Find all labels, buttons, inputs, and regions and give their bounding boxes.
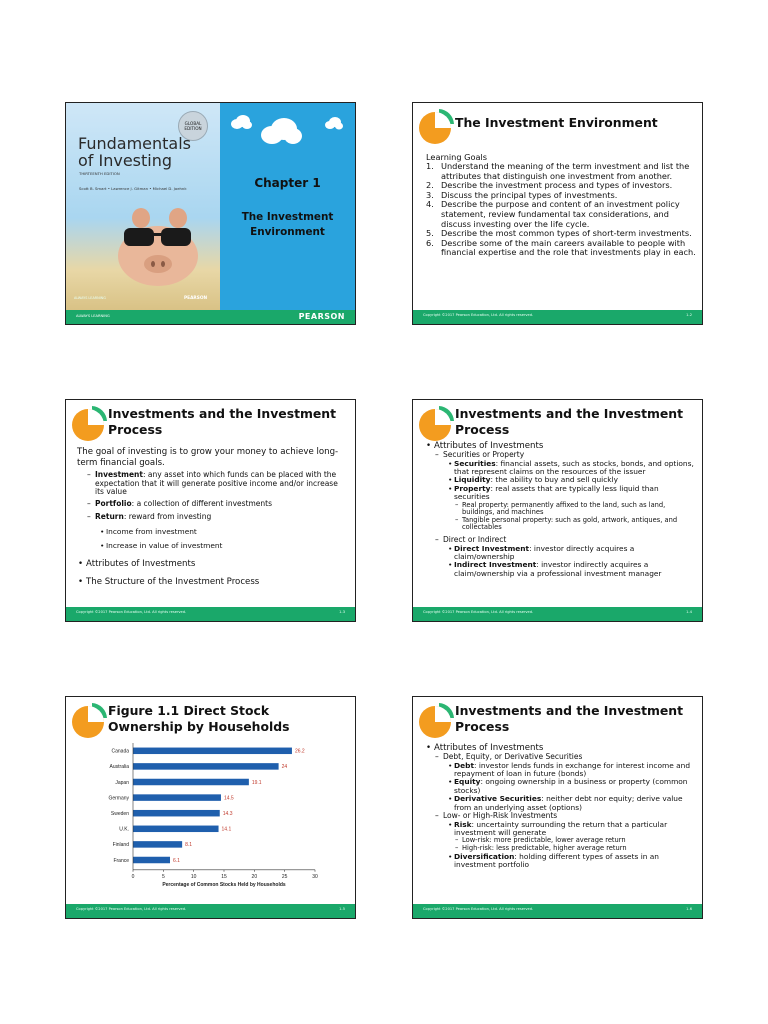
title-line: Ownership by Households	[108, 719, 290, 734]
risk-sub-item: – Low-risk: more predictable, lower average return	[425, 837, 696, 845]
definition: : holding different types of assets in an investment portfolio	[454, 851, 659, 870]
bar	[133, 810, 220, 817]
goal-text: Describe the most common types of short-term investments.	[441, 228, 692, 239]
title-line: Figure 1.1 Direct Stock	[108, 703, 270, 718]
definition: : reward from investing	[123, 512, 212, 522]
slide-footer	[66, 607, 355, 621]
property-sub-item: – Real property: permanently affixed to the land, such as land, buildings, and machines	[425, 502, 696, 517]
definition-return	[77, 513, 347, 522]
category-label: Japan	[115, 779, 129, 786]
definition: : investor lends funds in exchange for interest income and repayment of loan in future (bonds)	[454, 760, 691, 778]
goal-item	[426, 239, 696, 258]
title-line: Investments and the Investment	[108, 406, 337, 421]
slide-title	[455, 703, 698, 735]
title-line: Process	[455, 719, 510, 734]
page-number: 1-4	[686, 610, 692, 614]
bar	[133, 794, 221, 801]
term: Diversification	[454, 851, 515, 861]
copyright: Copyright ©2017 Pearson Education, Ltd. All rights reserved.	[423, 610, 534, 614]
cover-authors: Scott B. Smart • Lawrence J. Gitman • Michael D. Joehnk	[79, 186, 187, 191]
risk-sub-item: – High-risk: less predictable, higher average return	[425, 845, 696, 853]
category-label: France	[113, 857, 129, 864]
title-line: Investments and the Investment	[455, 703, 684, 718]
definition-securities	[425, 460, 696, 477]
term: Return	[95, 512, 124, 522]
data-label: 19.1	[251, 779, 262, 786]
slide-title: The Investment Environment	[455, 115, 658, 130]
slide-title	[455, 406, 698, 438]
x-tick-label: 20	[251, 873, 258, 880]
goal-text: Describe the purpose and content of an investment policy statement, review fundamental tax considerations, and discuss investing over the life cycle.	[441, 199, 680, 229]
definition-risk	[425, 821, 696, 838]
slide-footer	[413, 607, 702, 621]
data-label: 26.2	[294, 748, 305, 755]
slide-title	[108, 406, 351, 438]
goal-number: 2.	[426, 180, 434, 191]
learning-goals-label: Learning Goals	[426, 152, 488, 162]
page-number: 1-6	[686, 907, 692, 911]
data-label: 14.3	[222, 811, 233, 817]
cloud-icon	[324, 117, 344, 130]
category-label: U.K.	[119, 826, 129, 833]
property-sub-item: – Tangible personal property: such as gold, artwork, antiques, and collectables	[425, 517, 696, 532]
slide-body	[77, 447, 347, 587]
term: Equity	[454, 777, 481, 787]
bullet-item: • Attributes of Investments	[77, 559, 347, 569]
definition-investment	[77, 471, 347, 497]
term: Debt	[454, 760, 474, 770]
slide-body	[425, 441, 696, 578]
title-line: Process	[455, 422, 510, 437]
slide-footer	[66, 904, 355, 918]
bar	[133, 826, 219, 833]
term: Direct Investment	[454, 543, 530, 553]
x-tick-label: 0	[131, 873, 135, 880]
definition-indirect	[425, 561, 696, 578]
term: Risk	[454, 819, 472, 829]
term: Derivative Securities	[454, 794, 542, 804]
cover-edition: THIRTEENTH EDITION	[79, 171, 120, 176]
sub-heading: – Direct or Indirect	[425, 536, 696, 545]
bar	[133, 841, 182, 848]
bar	[133, 763, 279, 770]
copyright: Copyright ©2017 Pearson Education, Ltd. All rights reserved.	[76, 907, 187, 911]
pie-logo-icon	[418, 405, 456, 443]
category-label: Canada	[111, 748, 129, 755]
goal-item	[426, 200, 696, 229]
cover-brand: ALWAYS LEARNING	[74, 296, 106, 300]
page-number: 1-5	[339, 907, 345, 911]
goal-text: Describe some of the main careers available to people with financial expertise and the role that investments play in each.	[441, 237, 696, 258]
slide-5-figure	[65, 696, 356, 919]
category-label: Finland	[112, 842, 129, 849]
pie-logo-icon	[418, 108, 456, 146]
cover-title: Fundamentals of Investing	[78, 134, 191, 170]
x-tick-label: 5	[161, 873, 165, 880]
data-label: 14.1	[221, 826, 232, 833]
definition: : uncertainty surrounding the return that a particular investment will generate	[454, 819, 668, 838]
learning-goals	[426, 152, 696, 258]
definition-derivative	[425, 795, 696, 812]
chapter-title-line: Environment	[250, 225, 325, 238]
slide-title	[108, 703, 351, 735]
cloud-icon	[230, 115, 252, 129]
term: Liquidity	[454, 475, 491, 485]
goal-item	[426, 162, 696, 181]
slide-footer	[413, 904, 702, 918]
bar	[133, 748, 292, 755]
definition: : investor indirectly acquires a claim/ownership via a professional investment manager	[454, 560, 662, 578]
definition-diversification	[425, 853, 696, 870]
data-label: 8.1	[185, 842, 193, 849]
cloud-icon	[260, 117, 302, 145]
copyright: Copyright ©2017 Pearson Education, Ltd. All rights reserved.	[423, 313, 534, 317]
goal-text: Understand the meaning of the term investment and list the attributes that distinguish one investment from another.	[441, 161, 690, 181]
return-sub-item: • Increase in value of investment	[77, 542, 347, 550]
x-tick-label: 25	[281, 873, 288, 880]
bar-chart	[66, 735, 356, 903]
chapter-label: Chapter 1	[254, 176, 321, 190]
definition: : neither debt nor equity; derive value from an underlying asset (options)	[454, 794, 683, 812]
bullet-item: • Attributes of Investments	[425, 441, 696, 451]
goal-number: 5.	[426, 228, 434, 239]
definition: : ongoing ownership in a business or property (common stocks)	[454, 777, 688, 795]
goal-number: 4.	[426, 199, 434, 210]
definition: : any asset into which funds can be placed with the expectation that it will generate positive income and/or increase its value	[95, 470, 338, 497]
x-axis-label: Percentage of Common Stocks Held by Households	[162, 881, 286, 888]
title-panel	[220, 103, 355, 312]
footer-brand: ALWAYS LEARNING	[76, 314, 110, 318]
definition-debt	[425, 762, 696, 779]
goal-number: 1.	[426, 161, 434, 171]
goal-number: 6.	[426, 237, 434, 248]
definition-equity	[425, 778, 696, 795]
chapter-title	[220, 210, 355, 239]
definition: : real assets that are typically less liquid than securities	[454, 483, 659, 502]
slide-3-investments	[65, 399, 356, 622]
cover-publisher: PEARSON	[184, 296, 208, 301]
data-label: 24	[281, 764, 288, 771]
definition: : a collection of different investments	[131, 498, 273, 508]
piggy-bank-image	[106, 198, 206, 293]
page-number: 1-3	[339, 610, 345, 614]
term: Investment	[95, 470, 143, 479]
definition: : investor directly acquires a claim/ownership	[454, 543, 635, 561]
slide-2-learning-goals	[412, 102, 703, 325]
badge-text: GLOBAL EDITION	[184, 121, 202, 131]
term: Property	[454, 483, 491, 493]
title-line: Investments and the Investment	[455, 406, 684, 421]
sub-heading: – Debt, Equity, or Derivative Securities	[425, 753, 696, 762]
bar	[133, 779, 249, 786]
copyright: Copyright ©2017 Pearson Education, Ltd. All rights reserved.	[423, 907, 534, 911]
data-label: 14.5	[223, 795, 234, 802]
slide-footer	[66, 310, 355, 324]
bar	[133, 857, 170, 864]
page-number: 1-2	[686, 313, 692, 317]
category-label: Germany	[108, 795, 129, 802]
definition: : the ability to buy and sell quickly	[490, 475, 619, 485]
chapter-title-line: The Investment	[241, 211, 334, 223]
definition-property	[425, 485, 696, 502]
data-label: 6.1	[173, 857, 180, 864]
category-label: Sweden	[110, 811, 129, 817]
title-line: Process	[108, 422, 163, 437]
pie-logo-icon	[418, 702, 456, 740]
sub-heading: – Securities or Property	[425, 451, 696, 460]
slide-footer	[413, 310, 702, 324]
goal-text: Describe the investment process and types of investors.	[441, 180, 673, 191]
slide-1-title	[65, 102, 356, 325]
slide-4-attributes	[412, 399, 703, 622]
category-label: Australia	[109, 764, 129, 771]
x-tick-label: 15	[221, 873, 227, 880]
sub-heading: – Low- or High-Risk Investments	[425, 812, 696, 821]
copyright: Copyright ©2017 Pearson Education, Ltd. All rights reserved.	[76, 610, 187, 614]
goals-list	[426, 162, 696, 258]
definition-portfolio	[77, 500, 347, 509]
book-cover	[66, 103, 220, 312]
lead-text: The goal of investing is to grow your money to achieve long-term financial goals.	[77, 447, 339, 468]
definition-direct	[425, 545, 696, 562]
x-tick-label: 30	[312, 873, 318, 880]
slide-body	[425, 743, 696, 869]
goal-text: Discuss the principal types of investments.	[441, 189, 618, 200]
bullet-item: • The Structure of the Investment Process	[77, 577, 347, 587]
slide-6-attributes	[412, 696, 703, 919]
footer-publisher: PEARSON	[298, 312, 345, 321]
x-tick-label: 10	[190, 873, 197, 880]
definition: : financial assets, such as stocks, bonds, and options, that represent claims on the resources of the issuer	[454, 458, 694, 476]
term: Securities	[454, 458, 496, 468]
bullet-item: • Attributes of Investments	[425, 743, 696, 753]
return-sub-item: • Income from investment	[77, 528, 347, 536]
goal-number: 3.	[426, 189, 434, 200]
term: Portfolio	[95, 498, 132, 508]
pie-logo-icon	[71, 405, 109, 443]
term: Indirect Investment	[454, 560, 537, 570]
